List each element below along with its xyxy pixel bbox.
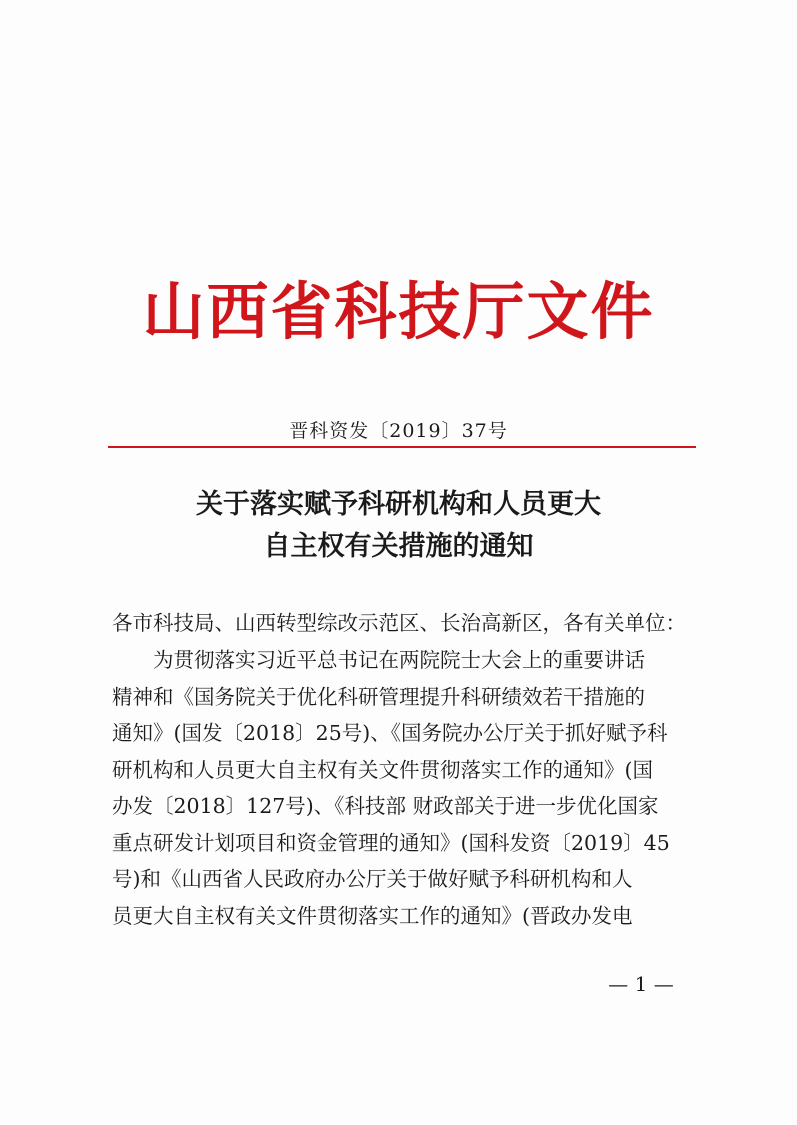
body-line: 重点研发计划项目和资金管理的通知》(国科发资〔2019〕45 — [112, 830, 670, 855]
body-line: 为贯彻落实习近平总书记在两院院士大会上的重要讲话 — [153, 648, 645, 672]
masthead-title: 山西省科技厅文件 — [142, 275, 655, 348]
body-line: 通知》(国发〔2018〕25号)、《国务院办公厅关于抓好赋予科 — [112, 721, 668, 745]
red-divider-rule — [108, 446, 696, 448]
document-number: 晋科资发〔2019〕37号 — [289, 420, 508, 442]
notice-title — [0, 484, 797, 568]
body-line: 精神和《国务院关于优化科研管理提升科研绩效若干措施的 — [112, 684, 645, 709]
page-number: — 1 — — [608, 972, 674, 996]
notice-title-line-2: 自主权有关措施的通知 — [263, 531, 534, 562]
body-line: 办发〔2018〕127号)、《科技部 财政部关于进一步优化国家 — [112, 794, 659, 818]
body-line: 号)和《山西省人民政府办公厅关于做好赋予科研机构和人 — [112, 867, 633, 891]
body-line: 员更大自主权有关文件贯彻落实工作的通知》(晋政办发电 — [112, 903, 633, 928]
recipients-line: 各市科技局、山西转型综改示范区、长治高新区，各有关单位： — [112, 611, 686, 635]
body-text — [112, 642, 702, 934]
notice-title-line-1: 关于落实赋予科研机构和人员更大 — [196, 489, 601, 520]
body-line: 研机构和人员更大自主权有关文件贯彻落实工作的通知》(国 — [112, 757, 653, 782]
